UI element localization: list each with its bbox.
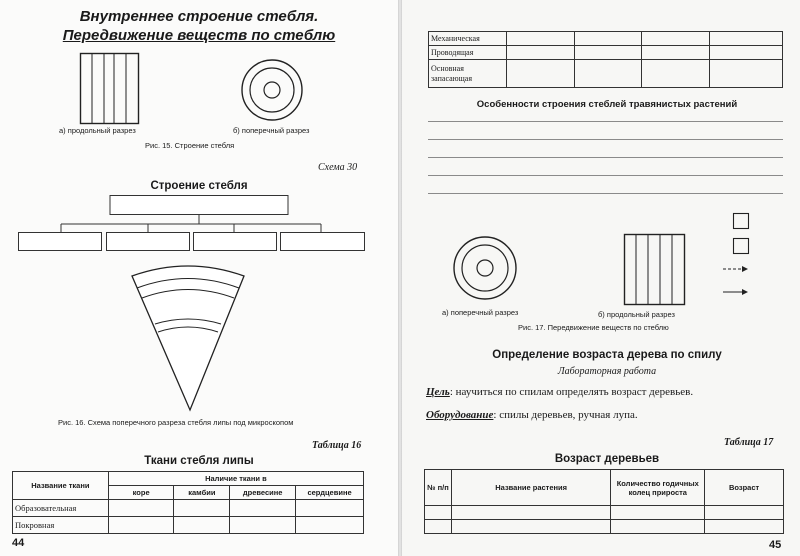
lab-title: Определение возраста дерева по спилу xyxy=(492,349,722,361)
table-cell[interactable] xyxy=(574,46,642,60)
table17-header: Возраст xyxy=(705,470,784,506)
answer-line[interactable] xyxy=(428,175,783,176)
table16 xyxy=(12,471,364,534)
row-label: Механическая xyxy=(429,32,507,46)
scheme-title: Строение стебля xyxy=(150,180,248,192)
stem-structure-scheme xyxy=(18,195,366,255)
table-cell[interactable] xyxy=(506,32,574,46)
table-cell[interactable] xyxy=(425,520,452,534)
table16-title: Ткани стебля липы xyxy=(144,455,254,467)
page-number-left: 44 xyxy=(12,537,25,549)
longitudinal-section-drawing xyxy=(80,53,140,125)
table-cell[interactable] xyxy=(425,506,452,520)
legend-box-icon xyxy=(734,214,749,229)
row-label: Основная запасающая xyxy=(429,60,507,88)
table-cell[interactable] xyxy=(642,32,710,46)
table16-header-group: Наличие ткани в xyxy=(108,472,363,486)
table16-subheader: камбии xyxy=(174,486,230,500)
table-row xyxy=(425,506,784,520)
table-cell[interactable] xyxy=(611,520,705,534)
table-cell[interactable] xyxy=(642,60,710,88)
lab-subtitle: Лабораторная работа xyxy=(557,366,657,377)
table-cell[interactable] xyxy=(296,517,364,534)
table16-header-name: Название ткани xyxy=(13,472,109,500)
table17-header: Название растения xyxy=(451,470,610,506)
page-title-line2: Передвижение веществ по стеблю xyxy=(62,27,336,44)
fig16-caption: Рис. 16. Схема поперечного разреза стебля липы под микроскопом xyxy=(58,418,294,427)
equipment-line xyxy=(426,409,638,421)
table17-title: Возраст деревьев xyxy=(554,453,660,465)
table-cell[interactable] xyxy=(611,506,705,520)
fig17-label-b: б) продольный разрез xyxy=(598,310,675,319)
table-cell[interactable] xyxy=(705,506,784,520)
page-title-line1: Внутреннее строение стебля. xyxy=(79,8,319,25)
table-row xyxy=(13,500,364,517)
legend-symbols xyxy=(723,213,749,295)
table-cell[interactable] xyxy=(174,517,230,534)
table16-subheader: сердцевине xyxy=(296,486,364,500)
longitudinal-section-drawing xyxy=(624,234,686,306)
fig15-caption: Рис. 15. Строение стебля xyxy=(145,141,235,150)
table-cell[interactable] xyxy=(710,46,783,60)
table16-row-label: Покровная xyxy=(13,517,109,534)
fig17-caption: Рис. 17. Передвижение веществ по стеблю xyxy=(518,323,669,332)
table16-subheader: коре xyxy=(108,486,174,500)
table-cell[interactable] xyxy=(506,46,574,60)
legend-box-icon xyxy=(734,239,749,254)
goal-line xyxy=(426,386,693,398)
answer-line[interactable] xyxy=(428,157,783,158)
goal-text: : научиться по спилам определять возраст деревьев. xyxy=(449,386,694,398)
table-row xyxy=(429,32,783,46)
table-row xyxy=(13,517,364,534)
fig17-label-a: а) поперечный разрез xyxy=(442,308,519,317)
table16-subheader: древесине xyxy=(230,486,296,500)
table-row xyxy=(425,520,784,534)
table16-row-label: Образовательная xyxy=(13,500,109,517)
table16-label: Таблица 16 xyxy=(312,440,362,451)
row-label: Проводящая xyxy=(429,46,507,60)
herb-stems-title: Особенности строения стеблей травянистых растений xyxy=(476,99,738,110)
table-cell[interactable] xyxy=(574,32,642,46)
table-cell[interactable] xyxy=(230,500,296,517)
scheme-label: Схема 30 xyxy=(318,162,358,173)
answer-line[interactable] xyxy=(428,193,783,194)
fig15-label-a: а) продольный разрез xyxy=(59,126,136,135)
left-page xyxy=(0,0,398,556)
right-page xyxy=(402,0,800,556)
table-cell[interactable] xyxy=(296,500,364,517)
cross-section-drawing xyxy=(241,59,303,121)
table17-header: Количество годичных колец прироста xyxy=(611,470,705,506)
page-number-right: 45 xyxy=(769,539,782,551)
table-cell[interactable] xyxy=(174,500,230,517)
table-cell[interactable] xyxy=(710,32,783,46)
table-cell[interactable] xyxy=(108,517,174,534)
table-cell[interactable] xyxy=(230,517,296,534)
cross-section-drawing xyxy=(453,236,517,300)
goal-label: Цель xyxy=(426,386,450,398)
table-cell[interactable] xyxy=(451,520,610,534)
table-row xyxy=(429,46,783,60)
table-cell[interactable] xyxy=(705,520,784,534)
table-cell[interactable] xyxy=(710,60,783,88)
table17-header: № п/п xyxy=(425,470,452,506)
answer-line[interactable] xyxy=(428,121,783,122)
equipment-text: : спилы деревьев, ручная лупа. xyxy=(493,409,638,421)
linden-stem-wedge-drawing xyxy=(130,262,250,412)
equipment-label: Оборудование xyxy=(426,409,494,421)
table-cell[interactable] xyxy=(451,506,610,520)
table-cell[interactable] xyxy=(574,60,642,88)
table-cell[interactable] xyxy=(642,46,710,60)
table17 xyxy=(424,469,784,534)
fig15-label-b: б) поперечный разрез xyxy=(233,126,310,135)
table-row xyxy=(429,60,783,88)
tissue-table-continuation xyxy=(428,31,783,88)
table17-label: Таблица 17 xyxy=(724,437,774,448)
answer-line[interactable] xyxy=(428,139,783,140)
table-cell[interactable] xyxy=(108,500,174,517)
table-cell[interactable] xyxy=(506,60,574,88)
